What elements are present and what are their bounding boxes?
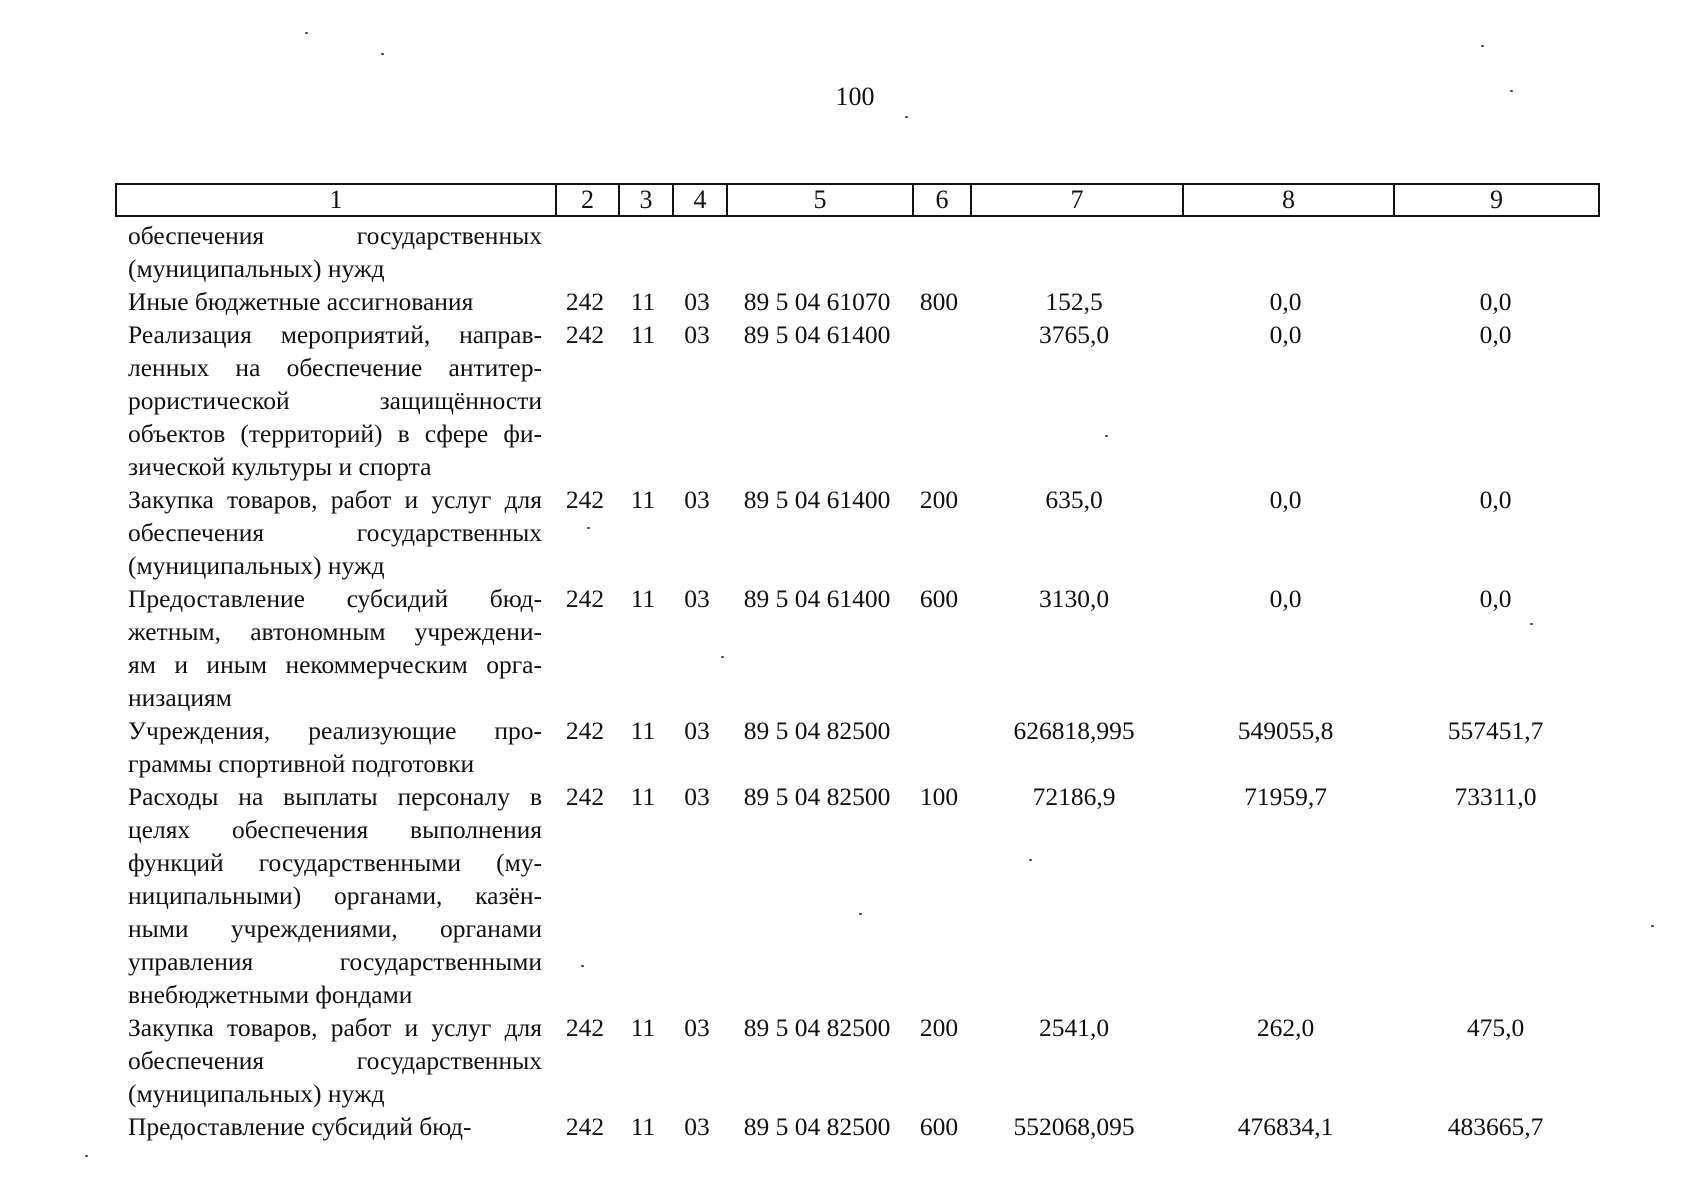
cell-col-7: 152,5: [1045, 287, 1103, 316]
column-header-8: 8: [1182, 185, 1393, 215]
column-header-2: 2: [555, 185, 618, 215]
row-description: [128, 318, 542, 483]
column-header-7: 7: [970, 185, 1182, 215]
cell-col-6: 200: [919, 485, 959, 514]
cell-col-6: 100: [919, 782, 959, 811]
cell-col-8: 476834,1: [1237, 1112, 1334, 1141]
cell-col-3: 11: [630, 1112, 656, 1141]
column-header-6: 6: [912, 185, 970, 215]
scan-speck: [581, 965, 584, 967]
cell-col-5: 89 5 04 61400: [743, 320, 891, 349]
table-row: [0, 780, 1695, 1011]
cell-col-8: 549055,8: [1237, 716, 1334, 745]
cell-col-8: 0,0: [1269, 287, 1302, 316]
scan-speck: [859, 913, 862, 915]
table-row: [0, 285, 1695, 318]
table-row: [0, 1110, 1695, 1143]
scan-speck: [1651, 925, 1654, 927]
description-line: обеспечения государственных: [128, 221, 542, 250]
scan-speck: [305, 32, 308, 34]
row-description: [128, 1011, 542, 1110]
column-header-4: 4: [672, 185, 726, 215]
cell-col-8: 71959,7: [1244, 782, 1327, 811]
cell-col-9: 0,0: [1479, 287, 1512, 316]
column-header-3: 3: [618, 185, 672, 215]
description-line: Предоставление субсидий бюд-: [128, 584, 542, 613]
cell-col-2: 242: [565, 485, 605, 514]
row-description: [128, 714, 542, 780]
description-line: зической культуры и спорта: [128, 452, 432, 481]
cell-col-9: 483665,7: [1447, 1112, 1544, 1141]
scan-speck: [587, 527, 590, 529]
scan-speck: [905, 116, 908, 118]
row-description: [128, 780, 542, 1011]
description-line: Иные бюджетные ассигнования: [128, 287, 474, 316]
cell-col-9: 0,0: [1479, 584, 1512, 613]
cell-col-5: 89 5 04 82500: [743, 1112, 891, 1141]
cell-col-2: 242: [565, 287, 605, 316]
cell-col-2: 242: [565, 320, 605, 349]
description-line: обеспечения государственных: [128, 518, 542, 547]
cell-col-8: 0,0: [1269, 320, 1302, 349]
description-line: граммы спортивной подготовки: [128, 749, 475, 778]
scan-speck: [721, 656, 724, 658]
column-header-9: 9: [1393, 185, 1598, 215]
cell-col-7: 3130,0: [1038, 584, 1110, 613]
cell-col-9: 475,0: [1466, 1013, 1525, 1042]
table-row: [0, 1011, 1695, 1110]
cell-col-3: 11: [630, 287, 656, 316]
cell-col-5: 89 5 04 61400: [743, 584, 891, 613]
cell-col-9: 0,0: [1479, 485, 1512, 514]
description-line: ленных на обеспечение антитер-: [128, 353, 542, 382]
description-line: (муниципальных) нужд: [128, 551, 385, 580]
description-line: управления государственными: [128, 947, 542, 976]
cell-col-4: 03: [684, 320, 710, 349]
cell-col-2: 242: [565, 782, 605, 811]
description-line: ям и иным некоммерческим орга-: [128, 650, 542, 679]
scan-speck: [1105, 435, 1108, 437]
cell-col-6: 200: [919, 1013, 959, 1042]
description-line: жетным, автономным учреждени-: [128, 617, 542, 646]
description-line: Расходы на выплаты персоналу в: [128, 782, 542, 811]
column-header-5: 5: [726, 185, 912, 215]
column-header-1: 1: [329, 185, 343, 214]
row-description: [128, 285, 542, 318]
description-line: внебюджетными фондами: [128, 980, 413, 1009]
cell-col-7: 3765,0: [1038, 320, 1110, 349]
scan-speck: [1481, 45, 1484, 47]
table-row: [0, 318, 1695, 483]
cell-col-4: 03: [684, 584, 710, 613]
table-row: [0, 219, 1695, 285]
scan-speck: [1510, 90, 1513, 92]
page-number: 100: [835, 82, 875, 111]
cell-col-4: 03: [684, 1112, 710, 1141]
description-line: ниципальными) органами, казён-: [128, 881, 542, 910]
description-line: Закупка товаров, работ и услуг для: [128, 1013, 542, 1042]
description-line: рористической защищённости: [128, 386, 542, 415]
description-line: ными учреждениями, органами: [128, 914, 542, 943]
table-body: [0, 219, 1695, 1143]
description-line: низациям: [128, 683, 232, 712]
cell-col-7: 552068,095: [1013, 1112, 1135, 1141]
cell-col-6: 600: [919, 1112, 959, 1141]
row-description: [128, 1110, 542, 1143]
description-line: целях обеспечения выполнения: [128, 815, 542, 844]
cell-col-4: 03: [684, 716, 710, 745]
row-description: [128, 219, 542, 285]
cell-col-3: 11: [630, 782, 656, 811]
description-line: Реализация мероприятий, направ-: [128, 320, 542, 349]
cell-col-7: 626818,995: [1013, 716, 1135, 745]
cell-col-4: 03: [684, 485, 710, 514]
cell-col-3: 11: [630, 1013, 656, 1042]
cell-col-5: 89 5 04 82500: [743, 1013, 891, 1042]
cell-col-6: 600: [919, 584, 959, 613]
row-description: [128, 483, 542, 582]
cell-col-4: 03: [684, 287, 710, 316]
cell-col-8: 0,0: [1269, 584, 1302, 613]
scan-speck: [1530, 623, 1533, 625]
cell-col-4: 03: [684, 782, 710, 811]
scan-speck: [381, 53, 384, 55]
cell-col-2: 242: [565, 1112, 605, 1141]
cell-col-3: 11: [630, 584, 656, 613]
description-line: Учреждения, реализующие про-: [128, 716, 542, 745]
cell-col-7: 2541,0: [1038, 1013, 1110, 1042]
table-header: [115, 183, 1600, 217]
cell-col-7: 72186,9: [1032, 782, 1116, 811]
cell-col-5: 89 5 04 61400: [743, 485, 891, 514]
cell-col-6: 800: [919, 287, 959, 316]
cell-col-2: 242: [565, 1013, 605, 1042]
cell-col-2: 242: [565, 716, 605, 745]
cell-col-5: 89 5 04 61070: [743, 287, 891, 316]
cell-col-3: 11: [630, 716, 656, 745]
cell-col-5: 89 5 04 82500: [743, 716, 891, 745]
scan-speck: [85, 1155, 88, 1157]
cell-col-5: 89 5 04 82500: [743, 782, 891, 811]
cell-col-8: 0,0: [1269, 485, 1302, 514]
cell-col-9: 0,0: [1479, 320, 1512, 349]
cell-col-3: 11: [630, 320, 656, 349]
row-description: [128, 582, 542, 714]
cell-col-7: 635,0: [1045, 485, 1103, 514]
description-line: (муниципальных) нужд: [128, 1079, 385, 1108]
table-row: [0, 714, 1695, 780]
cell-col-3: 11: [630, 485, 656, 514]
description-line: (муниципальных) нужд: [128, 254, 385, 283]
cell-col-2: 242: [565, 584, 605, 613]
description-line: Предоставление субсидий бюд-: [128, 1112, 472, 1141]
description-line: объектов (территорий) в сфере фи-: [128, 419, 542, 448]
cell-col-9: 557451,7: [1447, 716, 1544, 745]
description-line: обеспечения государственных: [128, 1046, 542, 1075]
description-line: функций государственными (му-: [128, 848, 542, 877]
table-row: [0, 582, 1695, 714]
cell-col-4: 03: [684, 1013, 710, 1042]
cell-col-8: 262,0: [1256, 1013, 1315, 1042]
scan-speck: [1029, 859, 1032, 861]
cell-col-9: 73311,0: [1454, 782, 1537, 811]
table-row: [0, 483, 1695, 582]
description-line: Закупка товаров, работ и услуг для: [128, 485, 542, 514]
